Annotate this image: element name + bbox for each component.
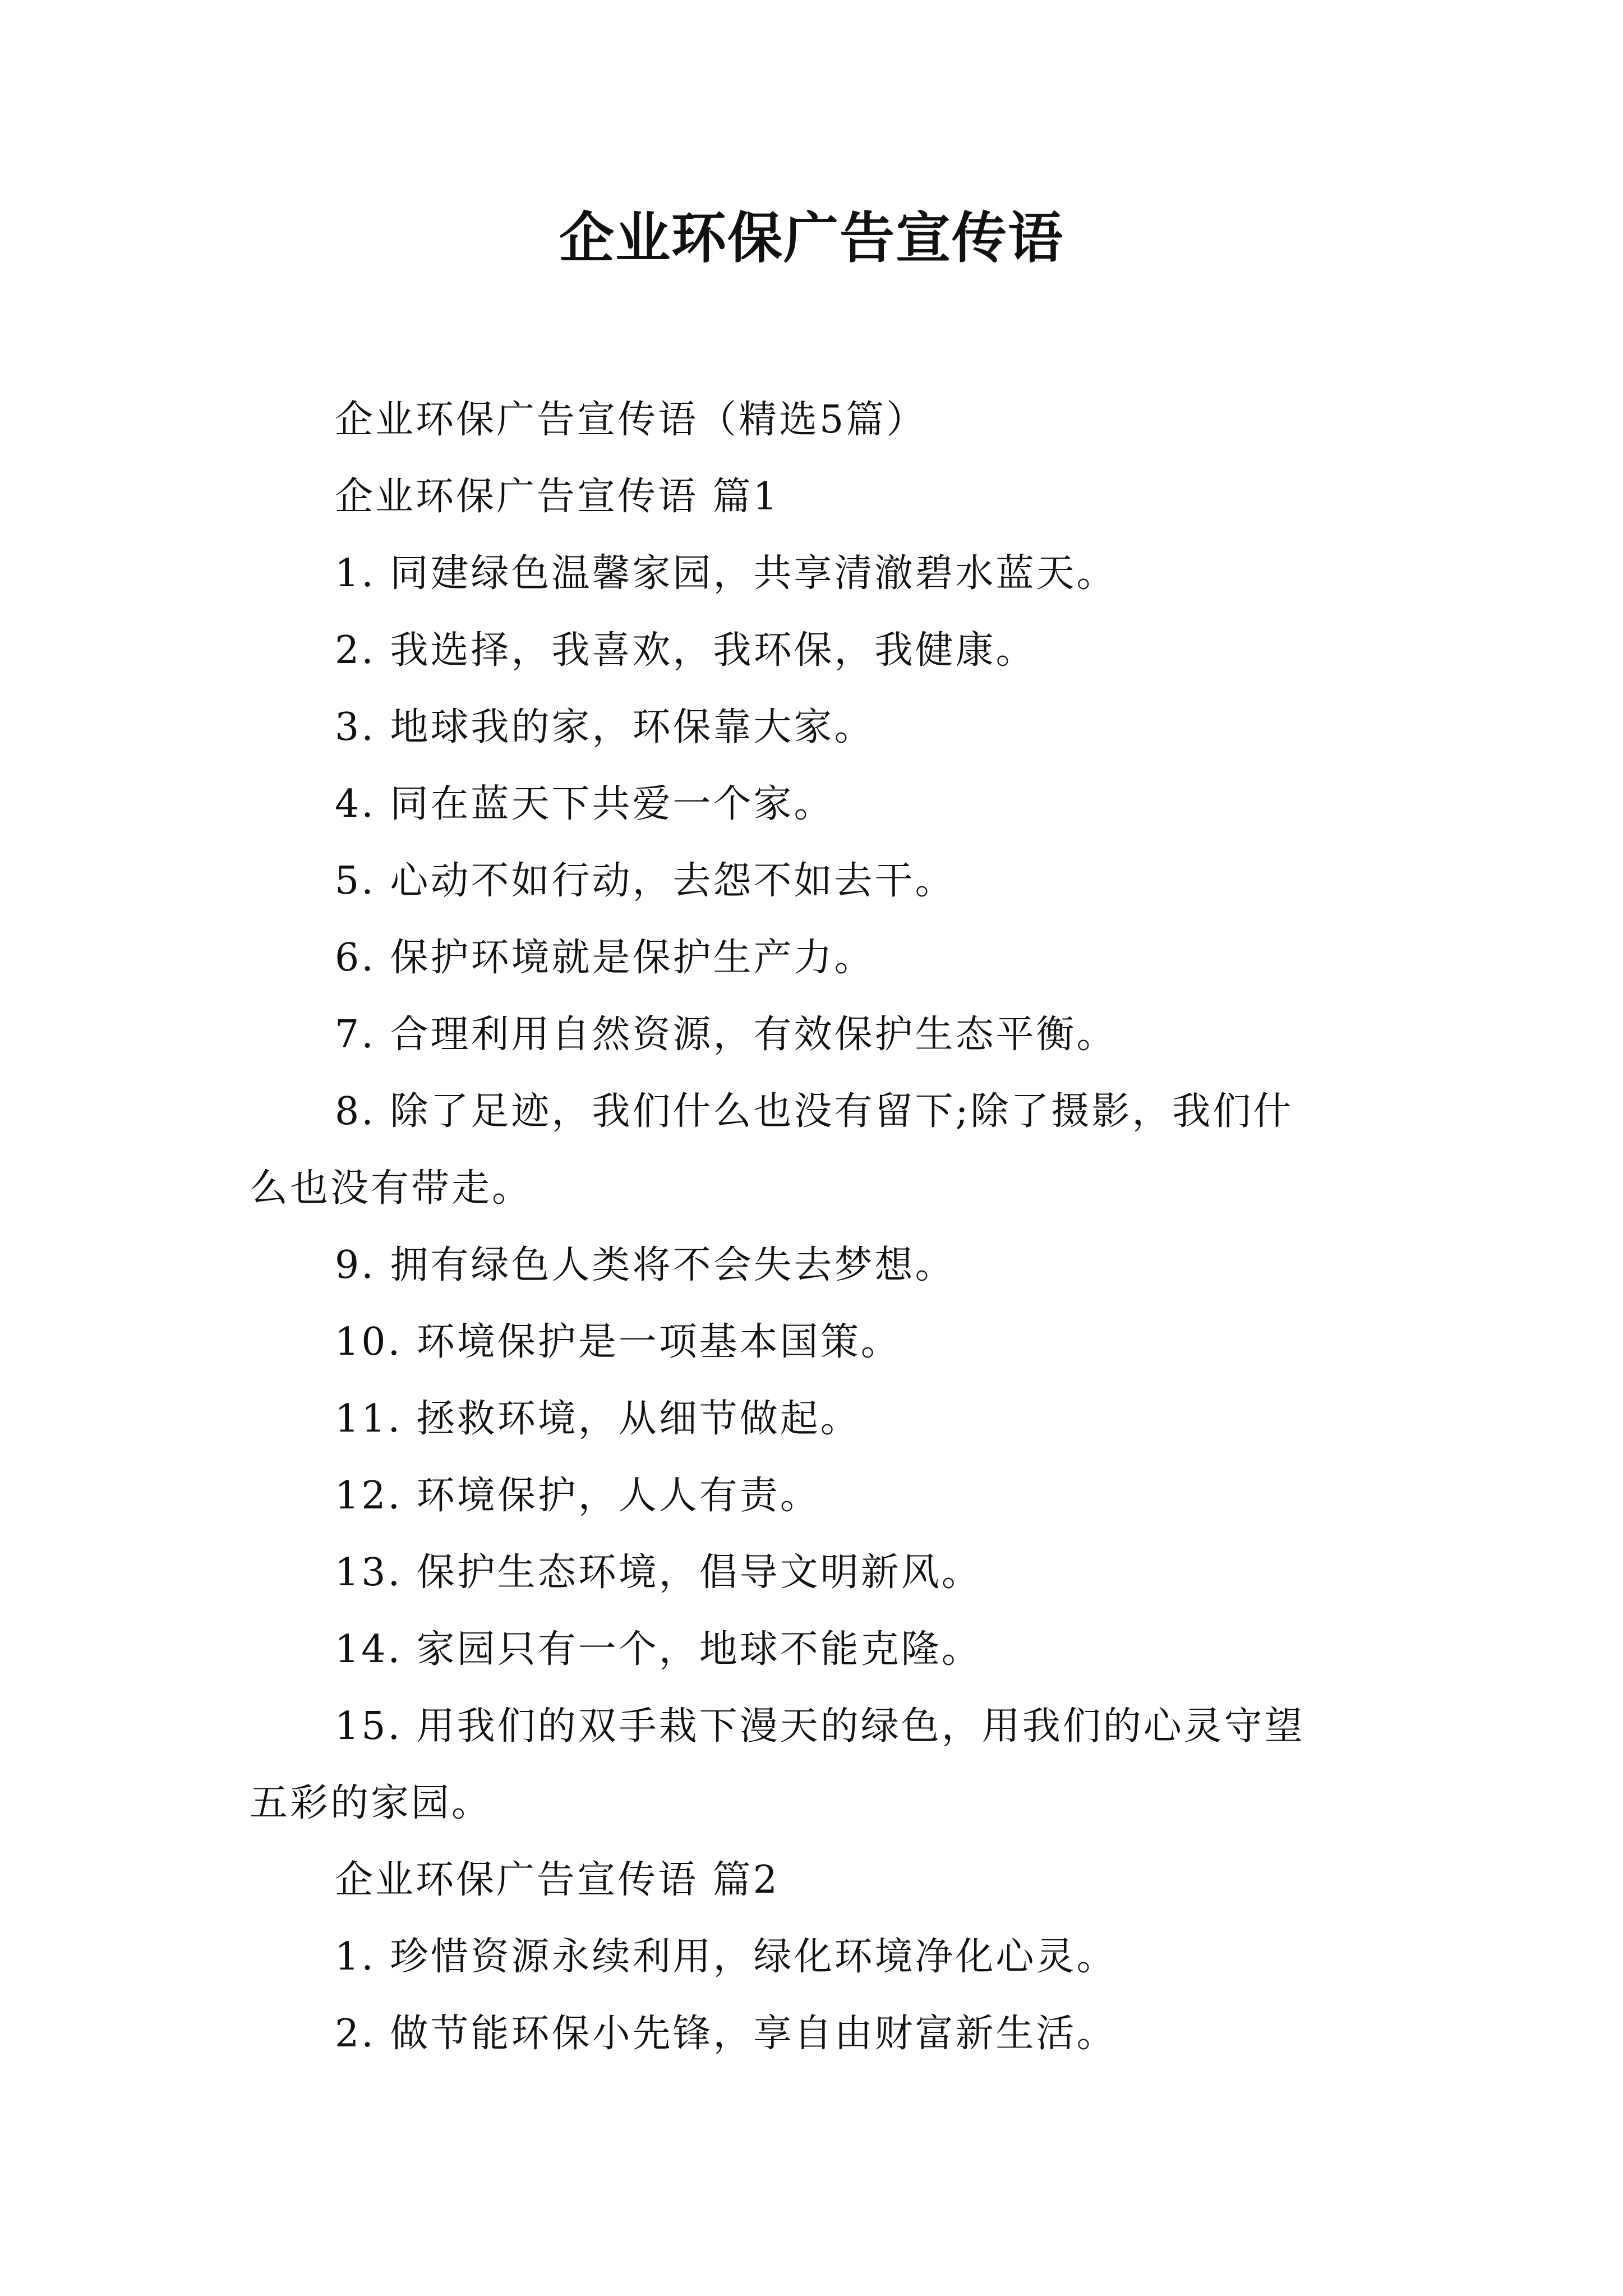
paragraph-line: 9. 拥有绿色人类将不会失去梦想。 <box>335 1243 956 1287</box>
document-title: 企业环保广告宣传语 <box>559 206 1064 270</box>
paragraph-line: 10. 环境保护是一项基本国策。 <box>335 1320 901 1364</box>
paragraph-line: 1. 珍惜资源永续利用，绿化环境净化心灵。 <box>335 1935 1117 1979</box>
paragraph-line: 11. 拯救环境，从细节做起。 <box>335 1397 861 1441</box>
paragraph-line: 5. 心动不如行动，去怨不如去干。 <box>335 859 956 903</box>
paragraph-line: 企业环保广告宣传语 篇1 <box>335 475 780 519</box>
paragraph-line: 2. 做节能环保小先锋，享自由财富新生活。 <box>335 2012 1117 2056</box>
paragraph-line: 14. 家园只有一个，地球不能克隆。 <box>335 1627 982 1672</box>
paragraph-line: 7. 合理利用自然资源，有效保护生态平衡。 <box>335 1013 1117 1057</box>
paragraph-line: 4. 同在蓝天下共爱一个家。 <box>335 782 834 826</box>
paragraph-line: 15. 用我们的双手栽下漫天的绿色，用我们的心灵守望 <box>335 1704 1305 1749</box>
paragraph-line: 企业环保广告宣传语 篇2 <box>335 1858 780 1902</box>
paragraph-line: 12. 环境保护，人人有责。 <box>335 1474 820 1518</box>
paragraph-line: 么也没有带走。 <box>250 1166 533 1211</box>
paragraph-line: 13. 保护生态环境，倡导文明新风。 <box>335 1550 982 1595</box>
paragraph-line: 6. 保护环境就是保护生产力。 <box>335 936 875 980</box>
paragraph-line: 2. 我选择，我喜欢，我环保，我健康。 <box>335 628 1036 673</box>
paragraph-line: 3. 地球我的家，环保靠大家。 <box>335 705 875 749</box>
paragraph-line: 五彩的家园。 <box>250 1781 492 1825</box>
paragraph-line: 8. 除了足迹，我们什么也没有留下;除了摄影，我们什 <box>335 1089 1294 1134</box>
paragraph-line: 1. 同建绿色温馨家园，共享清澈碧水蓝天。 <box>335 551 1117 596</box>
document-body <box>250 381 1394 2072</box>
paragraph-line: 企业环保广告宣传语（精选5篇） <box>335 398 927 442</box>
